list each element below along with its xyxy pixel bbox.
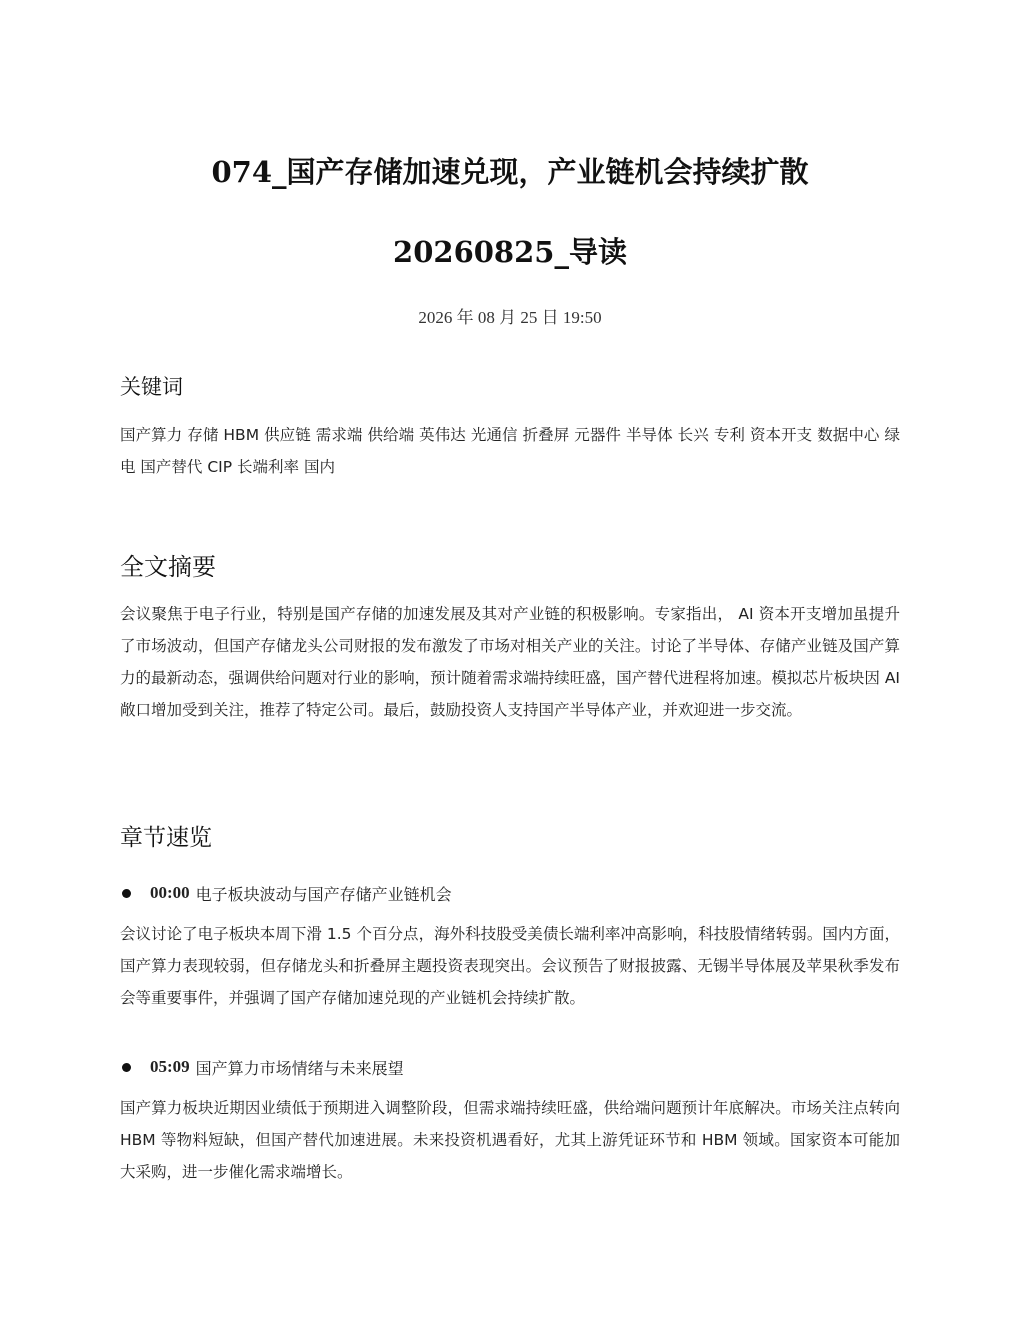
keywords-heading: 关键词	[120, 375, 183, 399]
document-title: 074_国产存储加速兑现，产业链机会持续扩散 20260825_导读	[211, 155, 809, 269]
bullet-icon	[122, 889, 131, 898]
bullet-icon	[122, 1063, 131, 1072]
chapter-timestamp: 05:09	[150, 1057, 190, 1076]
chapter-timestamp: 00:00	[150, 883, 190, 902]
summary-text: 会议聚焦于电子行业，特别是国产存储的加速发展及其对产业链的积极影响。专家指出， AI 资本开支增加虽提升了市场波动，但国产存储龙头公司财报的发布激发了市场对相关产业的关注。讨论了半导体、存储产业链及国产算力的最新动态，强调供给问题对行业的影响，预计随着需求端持续旺盛，国产替代进程将加速。模拟芯片板块因 AI 敞口增加受到关注，推荐了特定公司。最后，鼓励投资人支持国产半导体产业，并欢迎进一步交流。	[120, 605, 900, 719]
document-date: 2026 年 08 月 25 日 19:50	[418, 308, 602, 327]
summary-heading: 全文摘要	[120, 553, 216, 581]
chapter-item-header	[120, 879, 900, 907]
chapters-heading: 章节速览	[120, 825, 212, 851]
chapter-summary-text: 会议讨论了电子板块本周下滑 1.5 个百分点，海外科技股受美债长端利率冲高影响，科技股情绪转弱。国内方面，国产算力表现较弱，但存储龙头和折叠屏主题投资表现突出。会议预告了财报披露、无锡半导体展及苹果秋季发布会等重要事件，并强调了国产存储加速兑现的产业链机会持续扩散。	[120, 925, 900, 1007]
chapter-summary-text: 国产算力板块近期因业绩低于预期进入调整阶段，但需求端持续旺盛，供给端问题预计年底解决。市场关注点转向 HBM 等物料短缺，但国产替代加速进展。未来投资机遇看好，尤其上游凭证环节和 HBM 领域。国家资本可能加大采购，进一步催化需求端增长。	[120, 1099, 900, 1181]
keywords-text: 国产算力 存储 HBM 供应链 需求端 供给端 英伟达 光通信 折叠屏 元器件 半导体 长兴 专利 资本开支 数据中心 绿电 国产替代 CIP 长端利率 国内	[120, 426, 900, 476]
chapter-title: 电子板块波动与国产存储产业链机会	[195, 884, 452, 904]
chapter-title: 国产算力市场情绪与未来展望	[195, 1058, 404, 1078]
chapter-item-header	[120, 1053, 900, 1081]
